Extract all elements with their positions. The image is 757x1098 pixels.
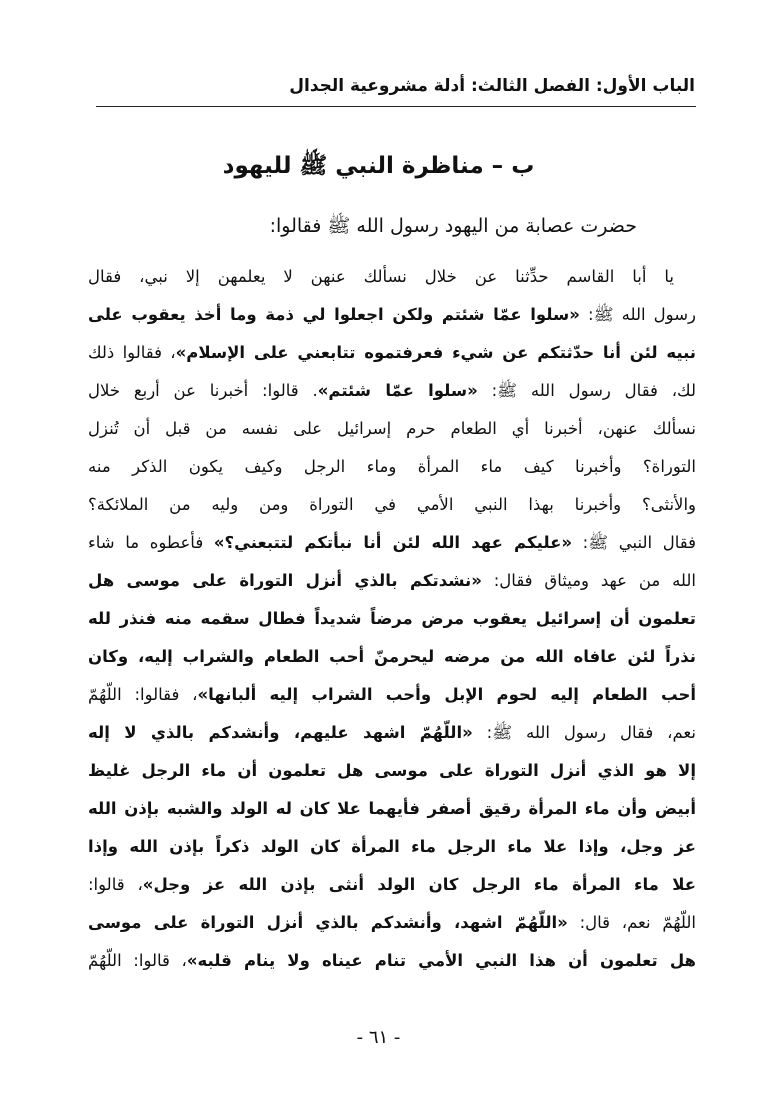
hadith-quote: نبيه لئن أنا حدّثتكم عن شيء فعرفتموه تتابعني على الإسلام» — [175, 343, 696, 362]
text-line — [88, 258, 696, 296]
hadith-quote: تعلمون أن إسرائيل يعقوب مرض مرضاً شديداً فطال سقمه منه فنذر لله — [88, 609, 696, 628]
hadith-quote: «سلوا عمّا شئتم ولكن اجعلوا لي ذمة وما أخذ يعقوب على — [88, 305, 580, 324]
text-line — [88, 942, 696, 980]
text-line — [88, 448, 696, 486]
running-header: الباب الأول: الفصل الثالث: أدلة مشروعية الجدال — [289, 76, 695, 96]
plain-text: نعم، فقال رسول الله ﷺ: — [472, 723, 696, 742]
text-line — [88, 828, 696, 866]
plain-text: ، قالوا: — [88, 875, 143, 894]
hadith-quote: «اللّهُمّ اشهد عليهم، وأنشدكم بالذي لا إله — [88, 723, 473, 742]
hadith-quote: «سلوا عمّا شئتم» — [317, 381, 478, 400]
hadith-quote: أبيض وأن ماء المرأة رقيق أصفر فأيهما علا كان له الولد والشبه بإذن الله — [88, 799, 696, 818]
hadith-quote: علا ماء المرأة ماء الرجل كان الولد أنثى بإذن الله عز وجل» — [142, 875, 696, 894]
text-line — [88, 638, 696, 676]
plain-text: فقال النبي ﷺ: — [572, 533, 696, 552]
plain-text: . قالوا: أخبرنا عن أربع خلال — [88, 381, 318, 400]
hadith-quote: «نشدتكم بالذي أنزل التوراة على موسى هل — [88, 571, 482, 590]
hadith-quote: أحب الطعام إليه لحوم الإبل وأحب الشراب إليه ألبانها» — [197, 685, 696, 704]
text-line — [88, 600, 696, 638]
plain-text: والأنثى؟ وأخبرنا بهذا النبي الأمي في التوراة ومن وليه من الملائكة؟ — [88, 495, 696, 514]
plain-text: نسألك عنهن، أخبرنا أي الطعام حرم إسرائيل على نفسه من قبل أن تُنزل — [88, 419, 696, 438]
plain-text: رسول الله ﷺ: — [579, 305, 696, 324]
plain-text: ، قالوا: اللّهُمّ — [88, 951, 187, 970]
hadith-quote: عز وجل، وإذا علا ماء الرجل ماء المرأة كان الولد ذكراً بإذن الله وإذا — [88, 837, 696, 856]
hadith-quote: هل تعلمون أن هذا النبي الأمي تنام عيناه ولا ينام قلبه» — [186, 951, 696, 970]
plain-text: التوراة؟ وأخبرنا كيف ماء المرأة وماء الرجل وكيف يكون الذكر منه — [88, 457, 696, 476]
plain-text: ، فقالوا: اللّهُمّ — [88, 685, 198, 704]
text-line — [88, 866, 696, 904]
plain-text: الله من عهد وميثاق فقال: — [481, 571, 696, 590]
plain-text: يا أبا القاسم حدِّثنا عن خلال نسألك عنهن لا يعلمهن إلا نبي، فقال — [88, 267, 674, 286]
text-line — [88, 334, 696, 372]
page-number: - ٦١ - — [356, 1027, 401, 1048]
text-line — [88, 296, 696, 334]
text-line — [88, 752, 696, 790]
text-line — [88, 562, 696, 600]
body-paragraph — [88, 258, 696, 980]
text-line — [88, 372, 696, 410]
plain-text: لك، فقال رسول الله ﷺ: — [477, 381, 696, 400]
intro-line: حضرت عصابة من اليهود رسول الله ﷺ فقالوا: — [269, 215, 637, 237]
header-divider — [96, 106, 696, 107]
plain-text: ، فقالوا ذلك — [88, 343, 176, 362]
text-line — [88, 486, 696, 524]
text-line — [88, 524, 696, 562]
hadith-quote: «اللّهُمّ اشهد، وأنشدكم بالذي أنزل التوراة على موسى — [88, 913, 568, 932]
hadith-quote: نذراً لئن عافاه الله من مرضه ليحرمنّ أحب الطعام والشراب إليه، وكان — [88, 647, 696, 666]
text-line — [88, 410, 696, 448]
hadith-quote: إلا هو الذي أنزل التوراة على موسى هل تعلمون أن ماء الرجل غليظ — [88, 761, 696, 780]
plain-text: فأعطوه ما شاء — [88, 533, 214, 552]
section-title: ب – مناظرة النبي ﷺ لليهود — [222, 153, 535, 179]
text-line — [88, 676, 696, 714]
text-line — [88, 790, 696, 828]
plain-text: اللّهُمّ نعم، قال: — [567, 913, 696, 932]
hadith-quote: «عليكم عهد الله لئن أنا نبأتكم لتتبعني؟» — [213, 533, 572, 552]
text-line — [88, 714, 696, 752]
text-line — [88, 904, 696, 942]
